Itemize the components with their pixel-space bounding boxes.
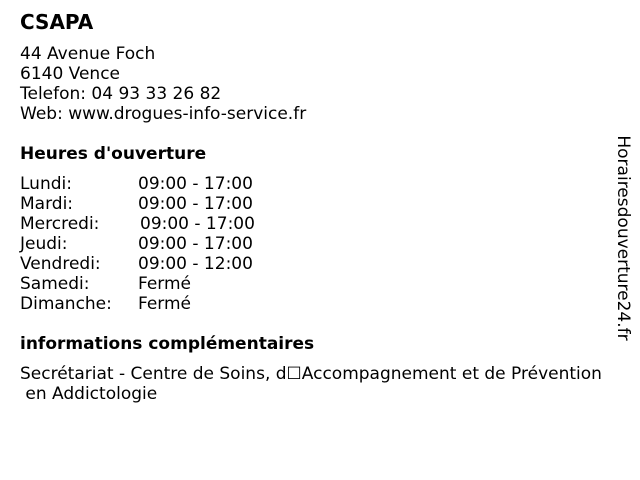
hours-day: Dimanche: <box>20 294 112 314</box>
hours-time: 09:00 - 17:00 <box>140 214 255 234</box>
info-text <box>20 364 630 404</box>
hours-row <box>20 274 320 294</box>
hours-day: Vendredi: <box>20 254 101 274</box>
hours-time: Fermé <box>138 294 192 314</box>
hours-row <box>20 254 320 274</box>
hours-row <box>20 294 320 314</box>
hours-time: Fermé <box>138 274 192 294</box>
address-block <box>20 44 306 124</box>
hours-day: Mardi: <box>20 194 74 214</box>
hours-time: 09:00 - 17:00 <box>138 174 253 194</box>
hours-row <box>20 214 320 234</box>
hours-day: Mercredi: <box>20 214 100 234</box>
hours-heading: Heures d'ouverture <box>20 144 207 164</box>
address-city: 6140 Vence <box>20 64 121 84</box>
address-street: 44 Avenue Foch <box>20 44 156 64</box>
page-title: CSAPA <box>20 10 94 34</box>
phone-number: Telefon: 04 93 33 26 82 <box>20 84 222 104</box>
website: Web: www.drogues-info-service.fr <box>20 104 307 124</box>
hours-day: Jeudi: <box>20 234 68 254</box>
hours-time: 09:00 - 17:00 <box>138 234 253 254</box>
hours-row <box>20 174 320 194</box>
info-line: en Addictologie <box>20 384 158 404</box>
hours-row <box>20 194 320 214</box>
site-watermark: Horairesdouverture24.fr <box>613 135 633 341</box>
hours-day: Lundi: <box>20 174 72 194</box>
hours-row <box>20 234 320 254</box>
hours-time: 09:00 - 17:00 <box>138 194 253 214</box>
info-heading: informations complémentaires <box>20 334 315 354</box>
hours-time: 09:00 - 12:00 <box>138 254 253 274</box>
hours-table <box>20 174 320 314</box>
info-line: Secrétariat - Centre de Soins, d☐Accompagnement et de Prévention <box>20 364 602 384</box>
hours-day: Samedi: <box>20 274 90 294</box>
